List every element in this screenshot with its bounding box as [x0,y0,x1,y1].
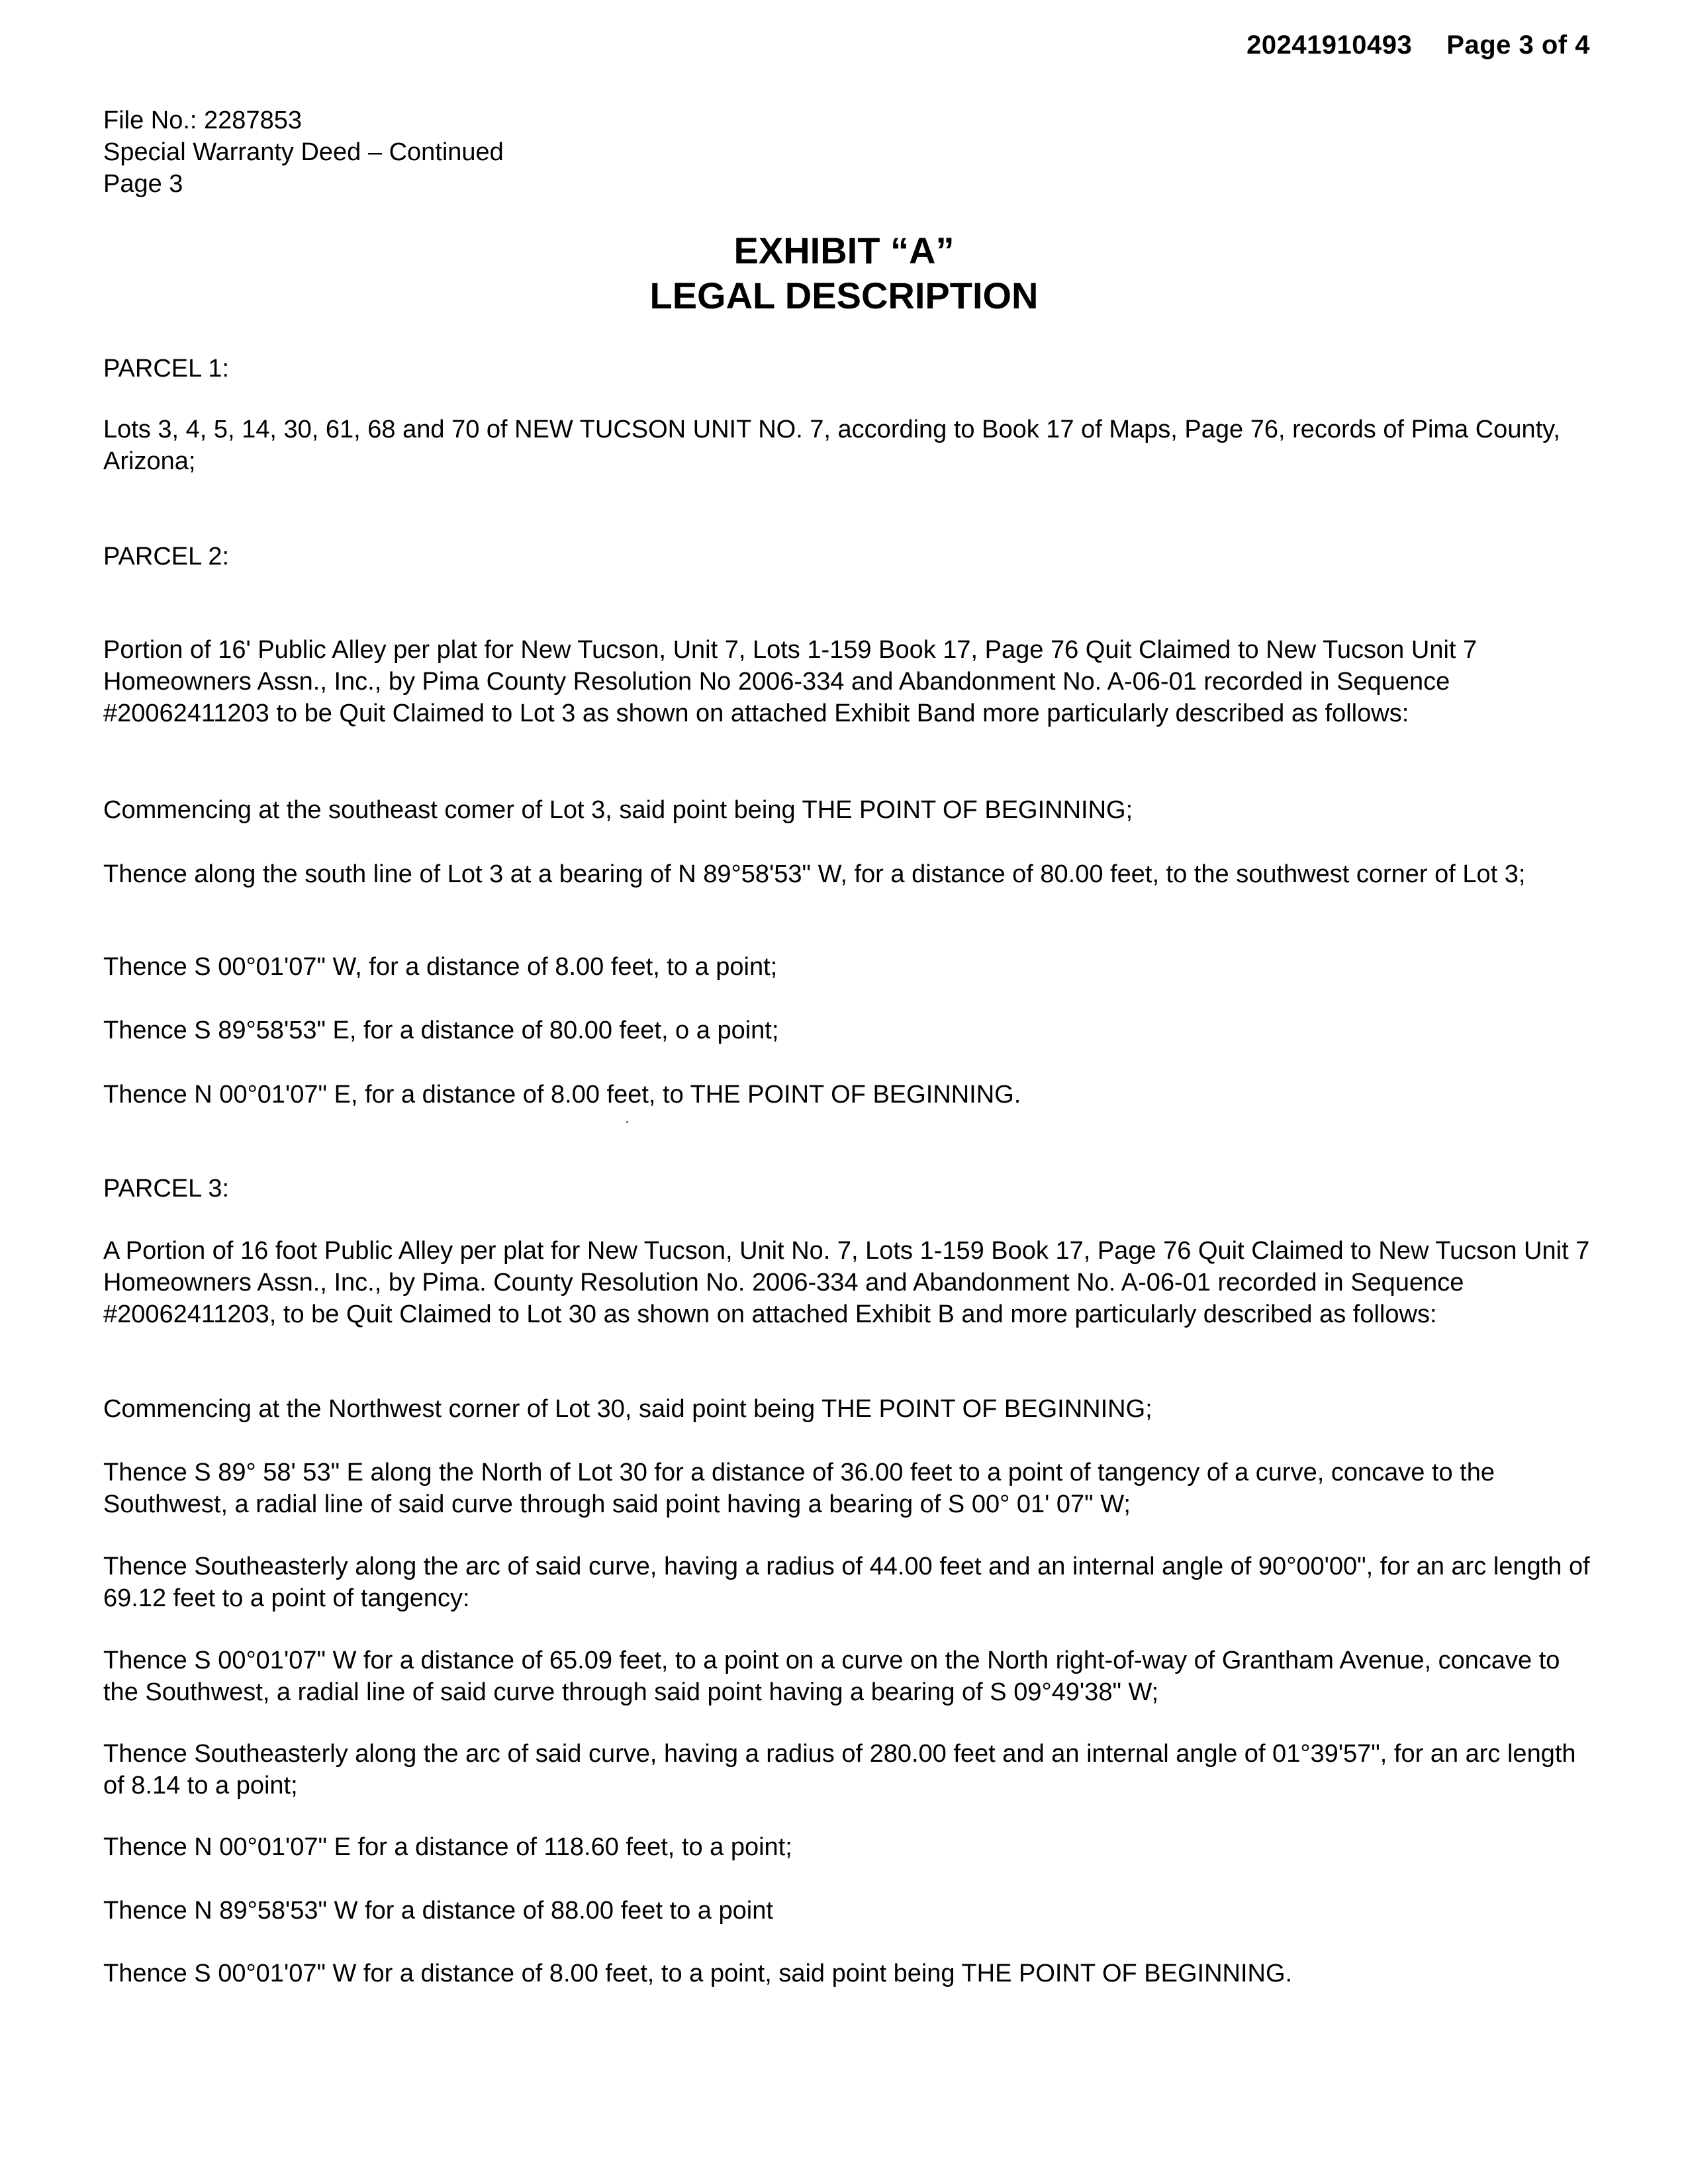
file-number: File No.: 2287853 [103,107,302,134]
page-count-label: Page 3 of 4 [1446,30,1590,60]
parcel-3-course [103,1457,1593,1520]
parcel-3-course-text: Thence N 00°01'07" E for a distance of 118.60 feet, to a point; [103,1833,792,1861]
scan-speck [626,1121,628,1123]
document-title: Special Warranty Deed – Continued [103,138,504,166]
parcel-2-course-text: Thence S 00°01'07" W, for a distance of 8.00 feet, to a point; [103,953,778,981]
parcel-2-course [103,951,1593,983]
parcel-2-course [103,1015,1593,1046]
parcel-3-course-text: Thence S 00°01'07" W for a distance of 8.00 feet, to a point, said point being THE POINT OF BEGINNING. [103,1960,1293,1987]
parcel-2-course-text: Thence S 89°58'53" E, for a distance of 80.00 feet, o a point; [103,1017,779,1044]
parcel-3-course [103,1738,1593,1801]
parcel-3-course-text: Thence N 89°58'53" W for a distance of 88.00 feet to a point [103,1897,773,1925]
parcel-2-course [103,858,1593,890]
parcel-3-course [103,1895,1593,1927]
parcel-3-course-text: Thence Southeasterly along the arc of said curve, having a radius of 280.00 feet and an internal angle of 01°39'57", for an arc length of 8.14 to a point; [103,1740,1576,1799]
parcel-3-course-text: Thence S 89° 58' 53" E along the North of Lot 30 for a distance of 36.00 feet to a point of tangency of a curve, concave to the Southwest, a radial line of said curve through said point having a bearing of S 00° 01' 07" W; [103,1459,1495,1518]
parcel-3-course [103,1958,1593,1989]
parcel-2-course-text: Thence N 00°01'07" E, for a distance of 8.00 feet, to THE POINT OF BEGINNING. [103,1081,1021,1109]
parcel-3-course [103,1551,1593,1614]
parcel-1-heading: PARCEL 1: [103,355,230,383]
parcel-2-course-text: Thence along the south line of Lot 3 at a bearing of N 89°58'53" W, for a distance of 80.00 feet, to the southwest corner of Lot 3; [103,860,1526,888]
parcel-3-heading: PARCEL 3: [103,1175,230,1203]
parcel-2-description [103,634,1593,729]
parcel-3-course-text: Commencing at the Northwest corner of Lot 30, said point being THE POINT OF BEGINNING; [103,1395,1152,1423]
exhibit-subtitle: LEGAL DESCRIPTION [649,275,1039,316]
parcel-3-course-text: Thence Southeasterly along the arc of said curve, having a radius of 44.00 feet and an internal angle of 90°00'00", for an arc length of 69.12 feet to a point of tangency: [103,1553,1590,1612]
parcel-2-course-text: Commencing at the southeast comer of Lot 3, said point being THE POINT OF BEGINNING; [103,796,1133,824]
file-header [103,105,504,200]
parcel-3-description [103,1235,1593,1330]
parcel-2-intro: Portion of 16' Public Alley per plat for New Tucson, Unit 7, Lots 1-159 Book 17, Page 76 Quit Claimed to New Tucson Unit 7 Homeowners Assn., Inc., by Pima County Resolution No 2006-334 and Abandonment No. A-06-01 recorded in Sequence #20062411203 to be Quit Claimed to Lot 3 as shown on attached Exhibit Band more particularly described as follows: [103,636,1477,727]
parcel-1-description [103,414,1593,477]
parcel-3-course [103,1645,1593,1708]
recording-number: 20241910493 [1246,30,1413,60]
parcel-2-heading: PARCEL 2: [103,543,230,570]
exhibit-title: EXHIBIT “A” [733,230,955,271]
parcel-3-intro: A Portion of 16 foot Public Alley per plat for New Tucson, Unit No. 7, Lots 1-159 Book 17, Page 76 Quit Claimed to New Tucson Unit 7 Homeowners Assn., Inc., by Pima. County Resolution No. 2006-334 and Abandonment No. A-06-01 recorded in Sequence #20062411203, to be Quit Claimed to Lot 30 as shown on attached Exhibit B and more particularly described as follows: [103,1237,1590,1328]
recording-header [1246,30,1590,60]
parcel-2-course [103,1079,1593,1111]
parcel-3-course [103,1831,1593,1863]
parcel-2-course [103,794,1593,826]
parcel-1-text: Lots 3, 4, 5, 14, 30, 61, 68 and 70 of NEW TUCSON UNIT NO. 7, according to Book 17 of Maps, Page 76, records of Pima County, Arizona; [103,416,1560,475]
parcel-3-course [103,1393,1593,1425]
exhibit-title-block [0,228,1688,318]
page-number: Page 3 [103,170,183,198]
parcel-3-course-text: Thence S 00°01'07" W for a distance of 65.09 feet, to a point on a curve on the North right-of-way of Grantham Avenue, concave to the Southwest, a radial line of said curve through said point having a bearing of S 09°49'38" W; [103,1647,1560,1706]
